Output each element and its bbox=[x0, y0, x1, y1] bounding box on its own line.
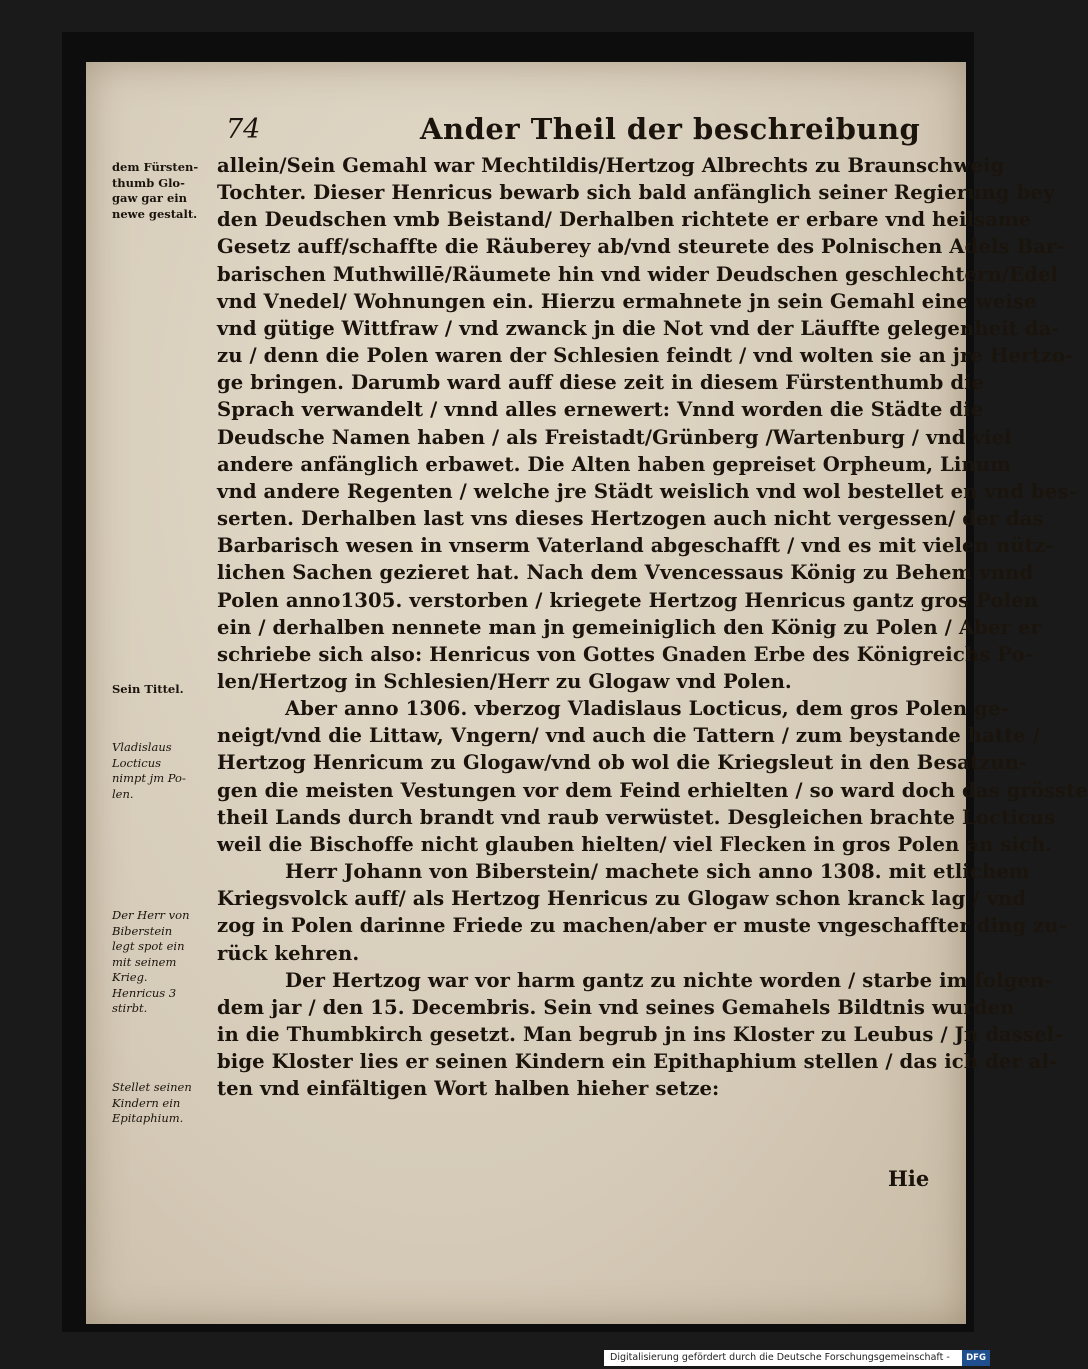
dfg-logo-icon: DFG bbox=[962, 1350, 990, 1366]
text-line: gen die meisten Vestungen vor dem Feind erhielten / so ward doch das grösste bbox=[217, 778, 1088, 802]
text-line: Barbarisch wesen in vnserm Vaterland abgeschafft / vnd es mit vielen nütz- bbox=[217, 534, 1054, 558]
text-line: len/Hertzog in Schlesien/Herr zu Glogaw vnd Polen. bbox=[217, 669, 792, 693]
margin-note-line: Der Herr von bbox=[112, 908, 190, 922]
margin-note-line: stirbt. bbox=[112, 1001, 148, 1015]
margin-note-line: Vladislaus bbox=[112, 740, 172, 754]
margin-note-line: gaw gar ein bbox=[112, 191, 187, 205]
page-number: 74 bbox=[226, 114, 261, 145]
margin-note bbox=[112, 1080, 217, 1127]
text-line: bige Kloster lies er seinen Kindern ein Epithaphium stellen / das ich der al- bbox=[217, 1050, 1058, 1074]
text-line: in die Thumbkirch gesetzt. Man begrub jn ins Kloster zu Leubus / Jn dassel- bbox=[217, 1023, 1063, 1046]
margin-note-line: dem Fürsten- bbox=[112, 160, 199, 174]
text-line: zu / denn die Polen waren der Schlesien feindt / vnd wolten sie an jre Hertzo- bbox=[217, 344, 1074, 368]
margin-note-line: len. bbox=[112, 786, 134, 801]
text-line: vnd Vnedel/ Wohnungen ein. Hierzu ermahnete jn sein Gemahl eine weise bbox=[217, 289, 1037, 313]
text-line: Gesetz auff/schaffte die Räuberey ab/vnd steurete des Polnischen Adels Bar- bbox=[217, 235, 1065, 259]
margin-note bbox=[112, 740, 217, 802]
margin-note-line: Epitaphium. bbox=[112, 1111, 184, 1125]
text-line: barischen Muthwillē/Räumete hin vnd wider Deudschen geschlechtern/Edel bbox=[217, 262, 1059, 286]
running-head: Ander Theil der beschreibung bbox=[420, 112, 921, 146]
margin-note-line: mit seinem bbox=[112, 954, 177, 969]
text-line: zog in Polen darinne Friede zu machen/aber er muste vngeschaffter ding zu- bbox=[217, 914, 1067, 938]
margin-note-line: nimpt jm Po- bbox=[112, 771, 186, 785]
text-line: vnd gütige Wittfraw / vnd zwanck jn die Not vnd der Läuffte gelegenheit da- bbox=[217, 316, 1060, 340]
text-line: neigt/vnd die Littaw, Vngern/ vnd auch die Tattern / zum beystande hatte / bbox=[217, 724, 1040, 748]
margin-note-line: Sein Tittel. bbox=[112, 682, 184, 696]
text-line: Hertzog Henricum zu Glogaw/vnd ob wol die Kriegsleut in den Besatzun- bbox=[217, 751, 1028, 775]
margin-note-line: thumb Glo- bbox=[112, 175, 185, 190]
body-text bbox=[217, 152, 1088, 1102]
margin-note-line: legt spot ein bbox=[112, 939, 185, 953]
margin-note-line: Locticus bbox=[112, 755, 162, 770]
text-line: Kriegsvolck auff/ als Hertzog Henricus zu Glogaw schon kranck lag / vnd bbox=[217, 887, 1027, 911]
text-line: Aber anno 1306. vberzog Vladislaus Locticus, dem gros Polen ge- bbox=[285, 697, 1009, 721]
text-line: ein / derhalben nennete man jn gemeiniglich den König zu Polen / Aber er bbox=[217, 615, 1041, 639]
margin-note bbox=[112, 160, 217, 222]
catchword: Hie bbox=[888, 1166, 930, 1191]
text-line: ge bringen. Darumb ward auff diese zeit in diesem Fürstenthumb die bbox=[217, 371, 985, 395]
text-line: Deudsche Namen haben / als Freistadt/Grünberg /Wartenburg / vnd viel bbox=[217, 425, 1012, 449]
text-line: Tochter. Dieser Henricus bewarb sich bald anfänglich seiner Regierung bey bbox=[217, 181, 1055, 205]
text-line: vnd andere Regenten / welche jre Städt weislich vnd wol bestellet en vnd bes- bbox=[217, 479, 1077, 503]
text-line: theil Lands durch brandt vnd raub verwüstet. Desgleichen brachte Locticus bbox=[217, 805, 1056, 829]
text-line: den Deudschen vmb Beistand/ Derhalben richtete er erbare vnd heilsame bbox=[217, 208, 1032, 232]
margin-note-line: Henricus 3 bbox=[112, 985, 177, 1000]
margin-note-line: Biberstein bbox=[112, 923, 173, 938]
margin-note-line: newe gestalt. bbox=[112, 206, 198, 221]
margin-note bbox=[112, 908, 217, 1017]
text-line: serten. Derhalben last vns dieses Hertzogen auch nicht vergessen/ der das bbox=[217, 507, 1044, 531]
text-line: Sprach verwandelt / vnnd alles ernewert: Vnnd worden die Städte die bbox=[217, 398, 984, 422]
text-line: weil die Bischoffe nicht glauben hielten/ viel Flecken in gros Polen an sich. bbox=[217, 832, 1053, 856]
text-line: Der Hertzog war vor harm gantz zu nichte worden / starbe im folgen- bbox=[285, 968, 1053, 992]
margin-note-line: Kindern ein bbox=[112, 1095, 181, 1110]
text-line: lichen Sachen gezieret hat. Nach dem Vvencessaus König zu Behem vnnd bbox=[217, 561, 1034, 585]
margin-note bbox=[112, 682, 217, 698]
text-line: allein/Sein Gemahl war Mechtildis/Hertzog Albrechts zu Braunschweig bbox=[217, 154, 1005, 177]
text-line: dem jar / den 15. Decembris. Sein vnd seines Gemahels Bildtnis wurden bbox=[217, 995, 1015, 1019]
digitization-credit: Digitalisierung gefördert durch die Deutsche Forschungsgemeinschaft - bbox=[604, 1350, 966, 1366]
margin-note-line: Krieg. bbox=[112, 970, 148, 984]
text-line: schriebe sich also: Henricus von Gottes Gnaden Erbe des Königreichs Po- bbox=[217, 642, 1033, 666]
text-line: rück kehren. bbox=[217, 941, 360, 965]
text-line: ten vnd einfältigen Wort halben hieher setze: bbox=[217, 1077, 720, 1101]
text-line: andere anfänglich erbawet. Die Alten haben gepreiset Orpheum, Linum bbox=[217, 452, 1011, 476]
text-line: Herr Johann von Biberstein/ machete sich anno 1308. mit etlichem bbox=[285, 860, 1030, 884]
text-line: Polen anno1305. verstorben / kriegete Hertzog Henricus gantz gros Polen bbox=[217, 588, 1039, 612]
margin-note-line: Stellet seinen bbox=[112, 1080, 192, 1094]
